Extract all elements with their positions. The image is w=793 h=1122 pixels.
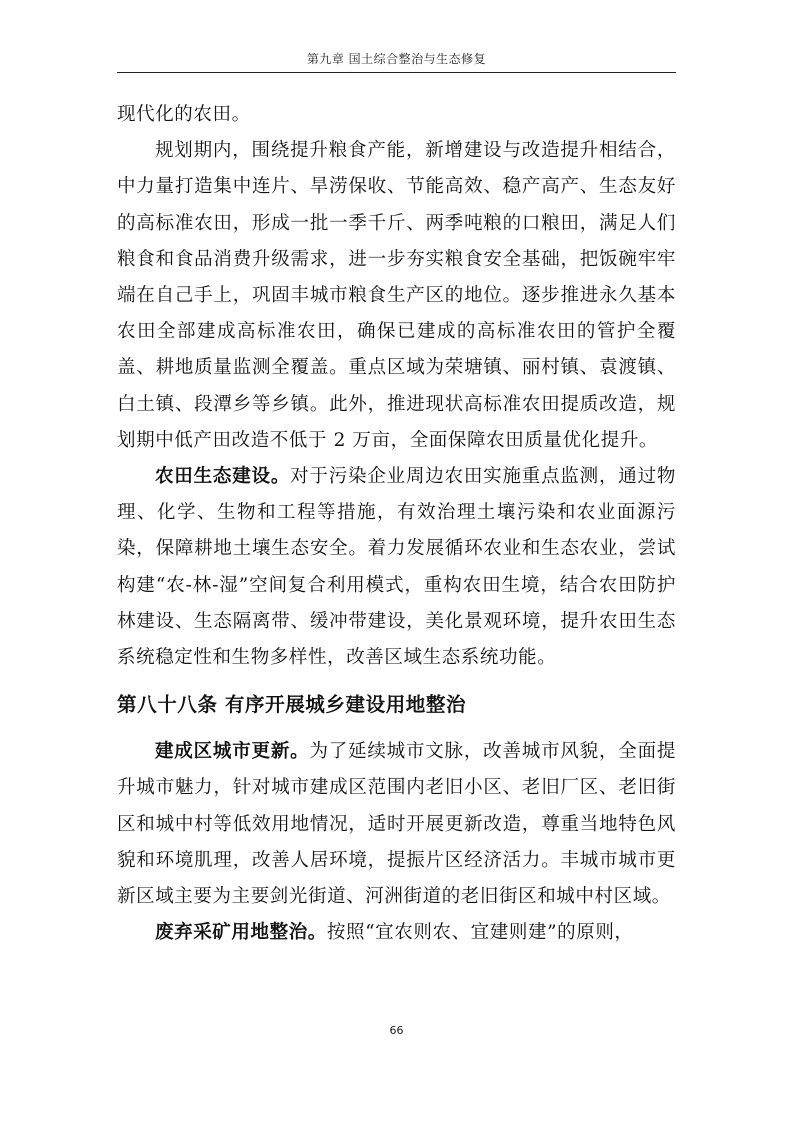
page-number: 66 <box>389 1024 404 1037</box>
paragraph-text: 规划期内，围绕提升粮食产能，新增建设与改造提升相结合，中力量打造集中连片、旱涝保收、节能高效、稳产高产、生态友好的高标准农田，形成一批一季千斤、两季吨粮的口粮田，满足人们粮食和食品消费升级需求，进一步夯实粮食安全基础，把饭碗牢牢端在自己手上，巩固丰城市粮食生产区的地位。逐步推进永久基本农田全部建成高标准农田，确保已建成的高标准农田的管护全覆盖、耕地质量监测全覆盖。重点区域为荣塘镇、丽村镇、袁渡镇、白土镇、段潭乡等乡镇。此外，推进现状高标准农田提质改造，规划期中低产田改造不低于 2 万亩，全面保障农田质量优化提升。 <box>117 140 676 451</box>
paragraph-text: 现代化的农田。 <box>117 104 251 125</box>
paragraph-farmland-upgrade <box>117 133 676 459</box>
paragraph-lead: 农田生态建设。 <box>155 466 291 488</box>
page-body <box>117 97 676 951</box>
header-rule <box>117 72 676 73</box>
running-header: 第九章 国土综合整治与生态修复 <box>306 52 487 66</box>
paragraph-text: 按照“宜农则农、宜建则建”的原则， <box>326 922 634 944</box>
paragraph-text: 为了延续城市文脉，改善城市风貌，全面提升城市魅力，针对城市建成区范围内老旧小区、老旧厂区、老旧街区和城中村等低效用地情况，适时开展更新改造，尊重当地特色风貌和环境肌理，改善人居环境，提振片区经济活力。丰城市城市更新区域主要为主要剑光街道、河洲街道的老旧街区和城中村区域。 <box>117 741 676 908</box>
paragraph-urban-renewal <box>117 734 676 915</box>
article-heading: 第八十八条 有序开展城乡建设用地整治 <box>117 693 467 717</box>
paragraph-farmland-ecology <box>117 459 676 676</box>
paragraph-mining-land <box>117 915 676 951</box>
paragraph-text: 对于污染企业周边农田实施重点监测，通过物理、化学、生物和工程等措施，有效治理土壤污染和农业面源污染，保障耕地土壤生态安全。着力发展循环农业和生态农业，尝试构建“农-林-湿”空间复合利用模式，重构农田生境，结合农田防护林建设、生态隔离带、缓冲带建设，美化景观环境，提升农田生态系统稳定性和生物多样性，改善区域生态系统功能。 <box>117 466 676 669</box>
paragraph-continuation <box>117 97 676 133</box>
paragraph-lead: 废弃采矿用地整治。 <box>155 922 327 944</box>
paragraph-lead: 建成区城市更新。 <box>155 741 310 763</box>
